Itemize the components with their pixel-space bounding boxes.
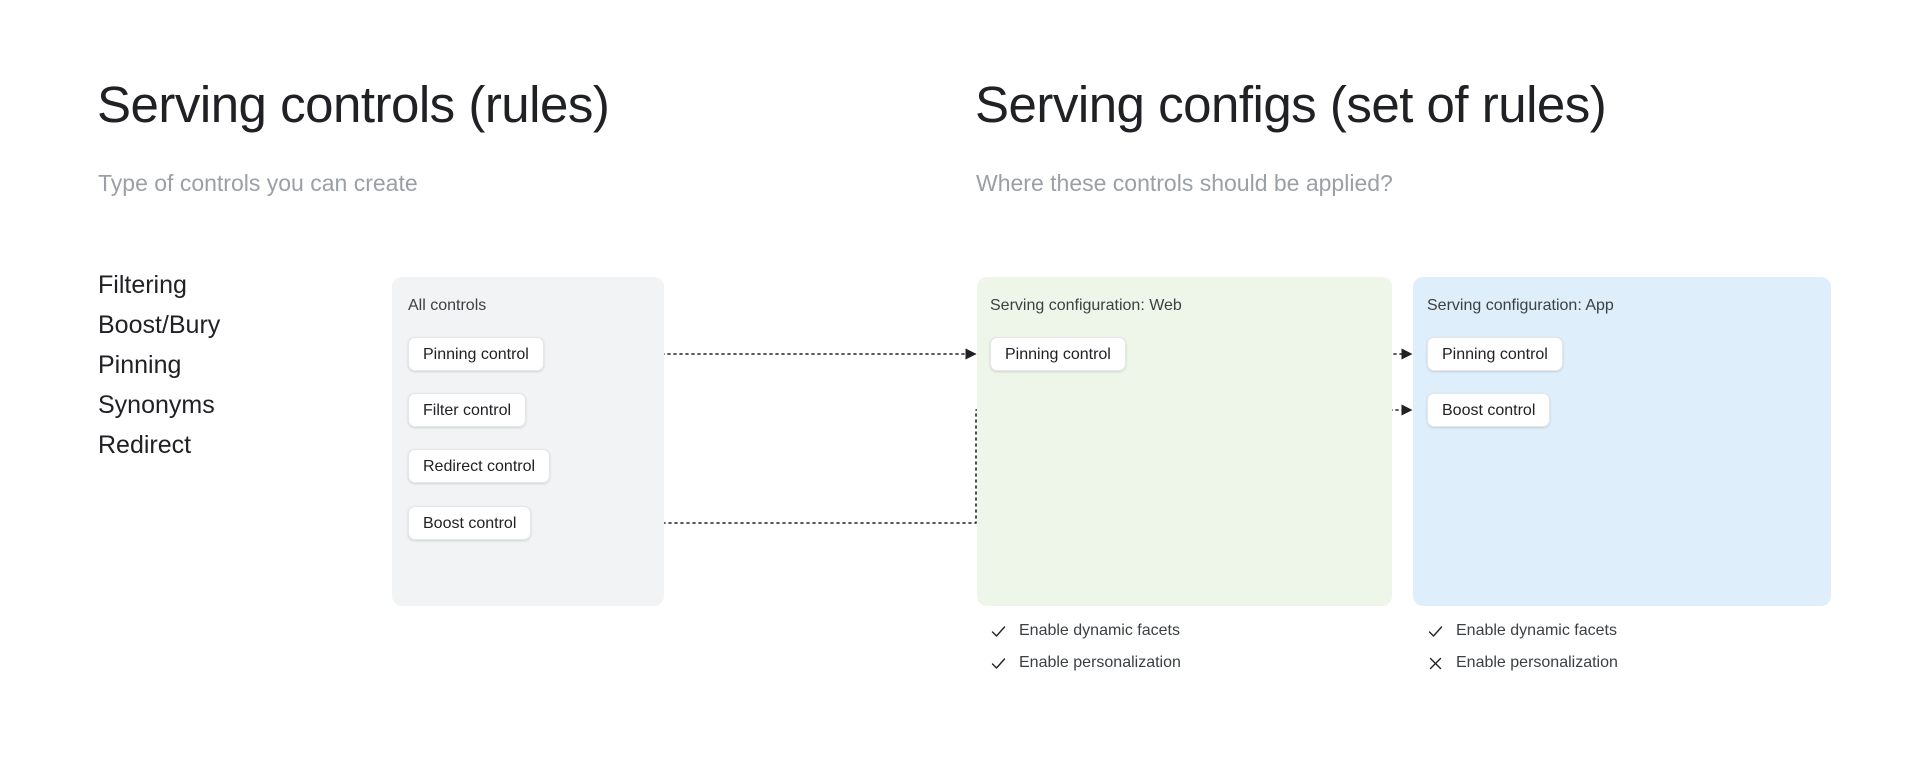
panel-serving-config-web-label: Serving configuration: Web bbox=[990, 297, 1182, 314]
check-icon bbox=[1427, 623, 1444, 640]
panel-serving-config-app-label: Serving configuration: App bbox=[1427, 297, 1614, 314]
control-type-list bbox=[98, 265, 348, 465]
option-label: Enable personalization bbox=[1456, 654, 1618, 671]
chip-pinning-control-all[interactable]: Pinning control bbox=[408, 337, 544, 371]
chip-filter-control-all[interactable]: Filter control bbox=[408, 393, 526, 427]
control-type-item: Filtering bbox=[98, 271, 187, 299]
control-type-item: Boost/Bury bbox=[98, 311, 221, 339]
option-label: Enable dynamic facets bbox=[1456, 622, 1617, 639]
left-section-subtitle: Type of controls you can create bbox=[98, 170, 418, 196]
control-type-item: Redirect bbox=[98, 431, 192, 459]
check-icon bbox=[990, 655, 1007, 672]
chip-pinning-control-web[interactable]: Pinning control bbox=[990, 337, 1126, 371]
chip-boost-control-all[interactable]: Boost control bbox=[408, 506, 531, 540]
panel-all-controls bbox=[392, 277, 664, 606]
control-type-item: Pinning bbox=[98, 351, 182, 379]
option-row-personalization-app bbox=[1427, 654, 1618, 672]
panel-serving-config-app bbox=[1413, 277, 1831, 606]
right-section-title: Serving configs (set of rules) bbox=[975, 76, 1607, 133]
cross-icon bbox=[1427, 655, 1444, 672]
option-label: Enable dynamic facets bbox=[1019, 622, 1180, 639]
panel-serving-config-web bbox=[977, 277, 1392, 606]
chip-boost-control-app[interactable]: Boost control bbox=[1427, 393, 1550, 427]
panel-all-controls-label: All controls bbox=[408, 297, 487, 314]
chip-redirect-control-all[interactable]: Redirect control bbox=[408, 449, 550, 483]
right-section-subtitle: Where these controls should be applied? bbox=[976, 170, 1393, 196]
left-section-title: Serving controls (rules) bbox=[97, 76, 610, 133]
option-row-personalization-web bbox=[990, 654, 1181, 672]
check-icon bbox=[990, 623, 1007, 640]
option-row-dynamic-facets-web bbox=[990, 622, 1180, 640]
chip-pinning-control-app[interactable]: Pinning control bbox=[1427, 337, 1563, 371]
option-row-dynamic-facets-app bbox=[1427, 622, 1617, 640]
control-type-item: Synonyms bbox=[98, 391, 215, 419]
option-label: Enable personalization bbox=[1019, 654, 1181, 671]
